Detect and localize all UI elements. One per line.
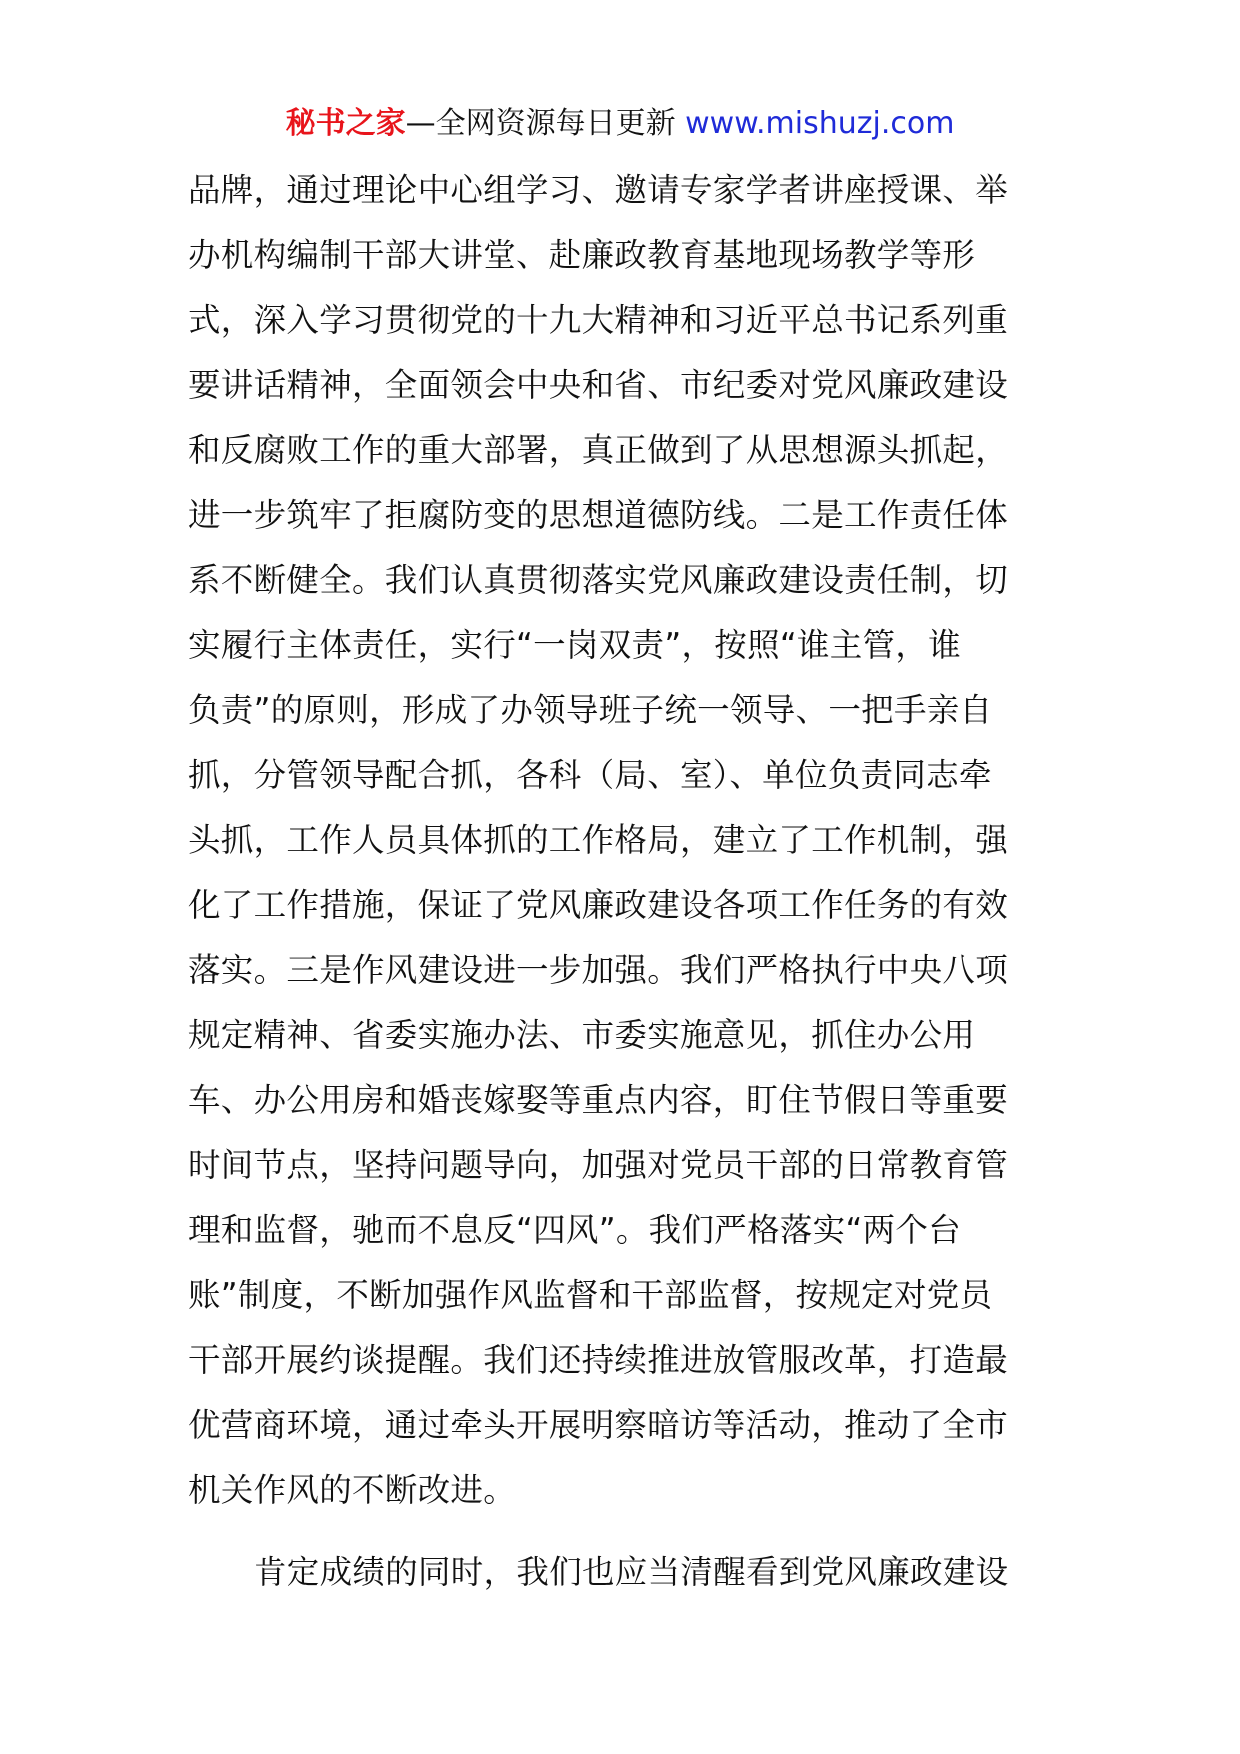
text-line: 账”制度，不断加强作风监督和干部监督，按规定对党员 bbox=[188, 1276, 993, 1314]
text-line: 肯定成绩的同时，我们也应当清醒看到党风廉政建设 bbox=[254, 1553, 1009, 1591]
text-line: 要讲话精神，全面领会中央和省、市纪委对党风廉政建设 bbox=[188, 366, 1009, 404]
text-line: 负责”的原则，形成了办领导班子统一领导、一把手亲自 bbox=[188, 691, 993, 729]
text-line: 抓，分管领导配合抓，各科（局、室）、单位负责同志牵 bbox=[188, 756, 992, 794]
text-line: 落实。三是作风建设进一步加强。我们严格执行中央八项 bbox=[188, 951, 1009, 989]
text-line: 和反腐败工作的重大部署，真正做到了从思想源头抓起， bbox=[188, 431, 1009, 469]
text-line: 式，深入学习贯彻党的十九大精神和习近平总书记系列重 bbox=[188, 301, 1009, 339]
text-line: 进一步筑牢了拒腐防变的思想道德防线。二是工作责任体 bbox=[188, 496, 1009, 534]
text-line: 机关作风的不断改进。 bbox=[188, 1471, 517, 1509]
paragraph-2 bbox=[188, 1540, 1054, 1605]
text-line: 实履行主体责任，实行“一岗双责”，按照“谁主管，谁 bbox=[188, 626, 962, 664]
text-line: 规定精神、省委实施办法、市委实施意见，抓住办公用 bbox=[188, 1016, 976, 1054]
text-line: 干部开展约谈提醒。我们还持续推进放管服改革，打造最 bbox=[188, 1341, 1009, 1379]
site-header bbox=[0, 104, 1240, 144]
text-line: 办机构编制干部大讲堂、赴廉政教育基地现场教学等形 bbox=[188, 236, 976, 274]
text-line: 优营商环境，通过牵头开展明察暗访等活动，推动了全市 bbox=[188, 1406, 1009, 1444]
text-line: 理和监督，驰而不息反“四风”。我们严格落实“两个台 bbox=[188, 1211, 962, 1249]
header-tagline: —全网资源每日更新 bbox=[405, 106, 686, 141]
document-body bbox=[188, 158, 1054, 1605]
text-line: 系不断健全。我们认真贯彻落实党风廉政建设责任制，切 bbox=[188, 561, 1009, 599]
text-line: 时间节点，坚持问题导向，加强对党员干部的日常教育管 bbox=[188, 1146, 1009, 1184]
brand-name: 秘书之家 bbox=[285, 106, 406, 141]
site-url-link[interactable]: www.mishuzj.com bbox=[685, 106, 955, 141]
text-line: 化了工作措施，保证了党风廉政建设各项工作任务的有效 bbox=[188, 886, 1009, 924]
text-line: 车、办公用房和婚丧嫁娶等重点内容，盯住节假日等重要 bbox=[188, 1081, 1009, 1119]
text-line: 头抓，工作人员具体抓的工作格局，建立了工作机制，强 bbox=[188, 821, 1009, 859]
text-line: 品牌，通过理论中心组学习、邀请专家学者讲座授课、举 bbox=[188, 171, 1009, 209]
paragraph-spacer bbox=[188, 1523, 1054, 1540]
paragraph-1 bbox=[188, 158, 1054, 1523]
